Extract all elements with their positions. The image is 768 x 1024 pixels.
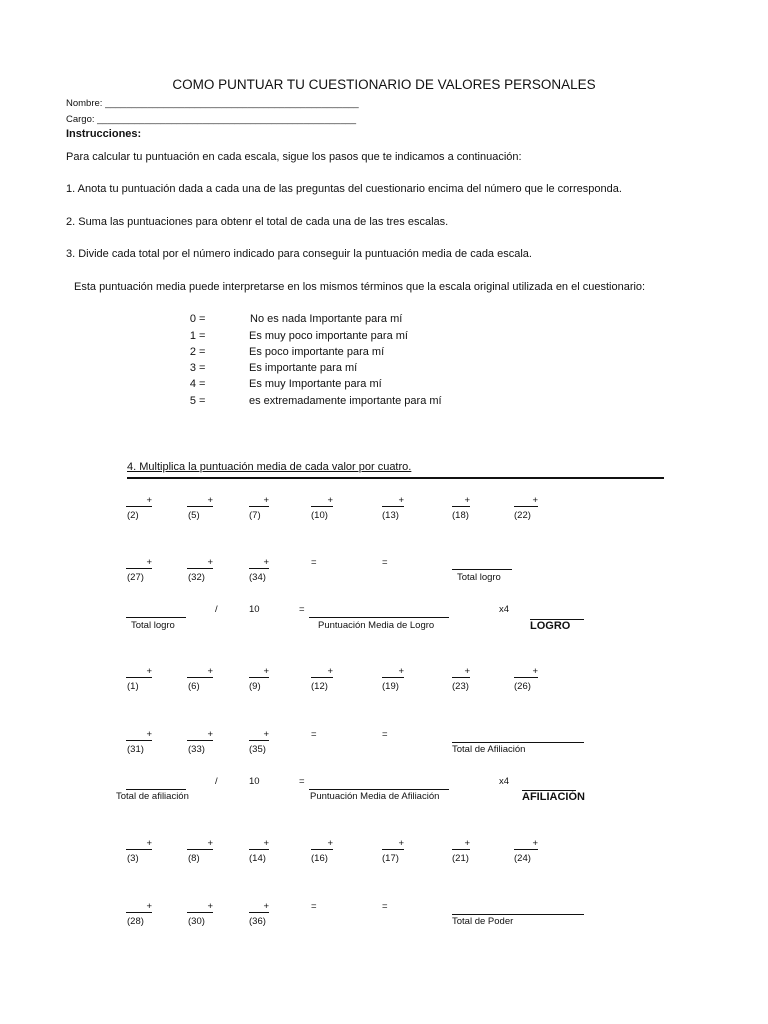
scale-num: 5 [189,395,196,407]
plus-cell[interactable] [382,666,404,678]
question-number: (24) [514,853,531,864]
scale-num: 2 [189,346,196,358]
divisor: 10 [249,604,260,615]
question-number: (27) [127,572,144,583]
plus-cell[interactable] [514,495,538,507]
total-left-label: Total de afiliación [116,791,189,802]
plus-cell[interactable] [187,666,213,678]
scale-label: Es poco importante para mí [249,346,385,358]
question-number: (26) [514,681,531,692]
scale-label: Es muy Importante para mí [249,378,382,390]
question-number: (18) [452,510,469,521]
step-2: 2. Suma las puntuaciones para obtenr el total de cada una de las tres escalas. [66,216,449,228]
answer-blank: + [514,496,538,507]
answer-blank: + [311,839,333,850]
scale-label: No es nada Importante para mí [247,313,403,325]
answer-blank: + [126,730,152,741]
answer-blank: + [249,902,269,913]
answer-blank: + [249,558,269,569]
divisor: 10 [249,776,260,787]
question-number: (7) [249,510,261,521]
answer-blank: + [311,667,333,678]
question-number: (32) [188,572,205,583]
plus-cell[interactable] [126,557,152,569]
plus-cell[interactable] [249,666,269,678]
step-4-rule [127,477,664,479]
scale-eq: = [199,313,206,325]
scale-eq: = [199,378,206,390]
plus-cell[interactable] [126,495,152,507]
answer-blank: + [126,839,152,850]
question-number: (22) [514,510,531,521]
answer-blank: + [382,839,404,850]
scale-label: Es importante para mí [249,362,358,374]
answer-blank: + [126,558,152,569]
plus-cell[interactable] [452,666,470,678]
answer-blank: + [249,496,269,507]
question-number: (3) [127,853,139,864]
step-4: 4. Multiplica la puntuación media de cada valor por cuatro. [127,461,412,473]
scale-label: es extremadamente importante para mí [249,395,442,407]
scale-eq: = [199,362,206,374]
plus-cell[interactable] [187,838,213,850]
plus-cell[interactable] [187,901,213,913]
answer-blank: + [514,667,538,678]
answer-blank: + [187,730,213,741]
plus-cell[interactable] [187,729,213,741]
plus-cell[interactable] [187,557,213,569]
plus-cell[interactable] [311,838,333,850]
scale-num: 3 [189,362,196,374]
divide-sign: / [215,776,218,787]
plus-cell[interactable] [126,901,152,913]
media-line[interactable] [309,617,449,618]
plus-cell[interactable] [249,901,269,913]
total-line[interactable] [452,914,584,915]
total-left-label: Total logro [131,620,175,631]
value-name-logro: LOGRO [530,619,584,632]
answer-blank: + [382,667,404,678]
question-number: (30) [188,916,205,927]
plus-cell[interactable] [249,495,269,507]
total-line[interactable] [452,742,584,743]
plus-cell[interactable] [311,495,333,507]
total-input-line[interactable] [126,789,186,790]
value-name-afiliacion: AFILIACIÓN [522,791,585,803]
page-title: COMO PUNTUAR TU CUESTIONARIO DE VALORES PERSONALES [172,77,596,92]
equals-sign: = [299,776,305,787]
total-label: Total de Afiliación [452,744,526,755]
question-number: (33) [188,744,205,755]
plus-cell[interactable] [187,495,213,507]
equals-sign: = [299,604,305,615]
plus-cell[interactable] [126,666,152,678]
instructions-heading: Instrucciones: [66,128,142,140]
plus-cell[interactable] [382,838,404,850]
equals-sign: = [311,901,317,912]
plus-cell[interactable] [126,729,152,741]
times-four: x4 [499,776,510,787]
equals-sign: = [311,557,317,568]
equals-sign: = [382,557,388,568]
question-number: (21) [452,853,469,864]
plus-cell[interactable] [452,838,470,850]
total-label: Total logro [457,572,501,583]
answer-blank: + [382,496,404,507]
answer-blank: + [126,496,152,507]
answer-blank: + [249,730,269,741]
answer-blank: + [311,496,333,507]
question-number: (9) [249,681,261,692]
intro-text: Para calcular tu puntuación en cada escala, sigue los pasos que te indicamos a continuación: [66,151,522,163]
answer-blank: + [514,839,538,850]
plus-cell[interactable] [126,838,152,850]
scale-num: 1 [189,330,196,342]
scale-label: Es muy poco importante para mí [249,330,408,342]
equals-sign: = [382,901,388,912]
media-label: Puntuación Media de Logro [318,620,435,631]
question-number: (36) [249,916,266,927]
question-number: (28) [127,916,144,927]
equals-sign: = [311,729,317,740]
question-number: (10) [311,510,328,521]
scale-num: 0 [189,313,196,325]
answer-blank: + [187,558,213,569]
question-number: (5) [188,510,200,521]
scale-intro: Esta puntuación media puede interpretarse en los mismos términos que la escala original utilizada en el cuestionario: [74,281,646,293]
step-1: 1. Anota tu puntuación dada a cada una de las preguntas del cuestionario encima del número que le corresponda. [66,183,622,195]
plus-cell[interactable] [311,666,333,678]
equals-sign: = [382,729,388,740]
nombre-field[interactable]: Nombre: ________________________________________________ [66,98,359,109]
plus-cell[interactable] [249,729,269,741]
answer-blank: + [126,667,152,678]
question-number: (6) [188,681,200,692]
answer-blank: + [249,839,269,850]
question-number: (23) [452,681,469,692]
scale-eq: = [199,330,206,342]
scale-eq: = [199,395,206,407]
media-label: Puntuación Media de Afiliación [310,791,440,802]
step-3: 3. Divide cada total por el número indicado para conseguir la puntuación media de cada escala. [66,248,532,260]
answer-blank: + [452,667,470,678]
divide-sign: / [215,604,218,615]
question-number: (19) [382,681,399,692]
answer-blank: + [187,496,213,507]
media-line[interactable] [309,789,449,790]
plus-cell[interactable] [514,838,538,850]
answer-blank: + [249,667,269,678]
answer-blank: + [126,902,152,913]
answer-blank: + [452,839,470,850]
question-number: (31) [127,744,144,755]
plus-cell[interactable] [382,495,404,507]
question-number: (34) [249,572,266,583]
question-number: (35) [249,744,266,755]
scale-eq: = [199,346,206,358]
answer-blank: + [187,902,213,913]
scale-num: 4 [189,378,196,390]
question-number: (12) [311,681,328,692]
plus-cell[interactable] [514,666,538,678]
plus-cell[interactable] [249,838,269,850]
question-number: (16) [311,853,328,864]
answer-blank: + [452,496,470,507]
times-four: x4 [499,604,510,615]
total-input-line[interactable] [126,617,186,618]
question-number: (14) [249,853,266,864]
answer-blank: + [187,667,213,678]
total-line[interactable] [452,569,512,570]
question-number: (2) [127,510,139,521]
answer-blank: + [187,839,213,850]
question-number: (1) [127,681,139,692]
plus-cell[interactable] [249,557,269,569]
plus-cell[interactable] [452,495,470,507]
total-label: Total de Poder [452,916,514,927]
cargo-field[interactable]: Cargo: _________________________________________________ [66,114,357,125]
question-number: (13) [382,510,399,521]
question-number: (8) [188,853,200,864]
question-number: (17) [382,853,399,864]
